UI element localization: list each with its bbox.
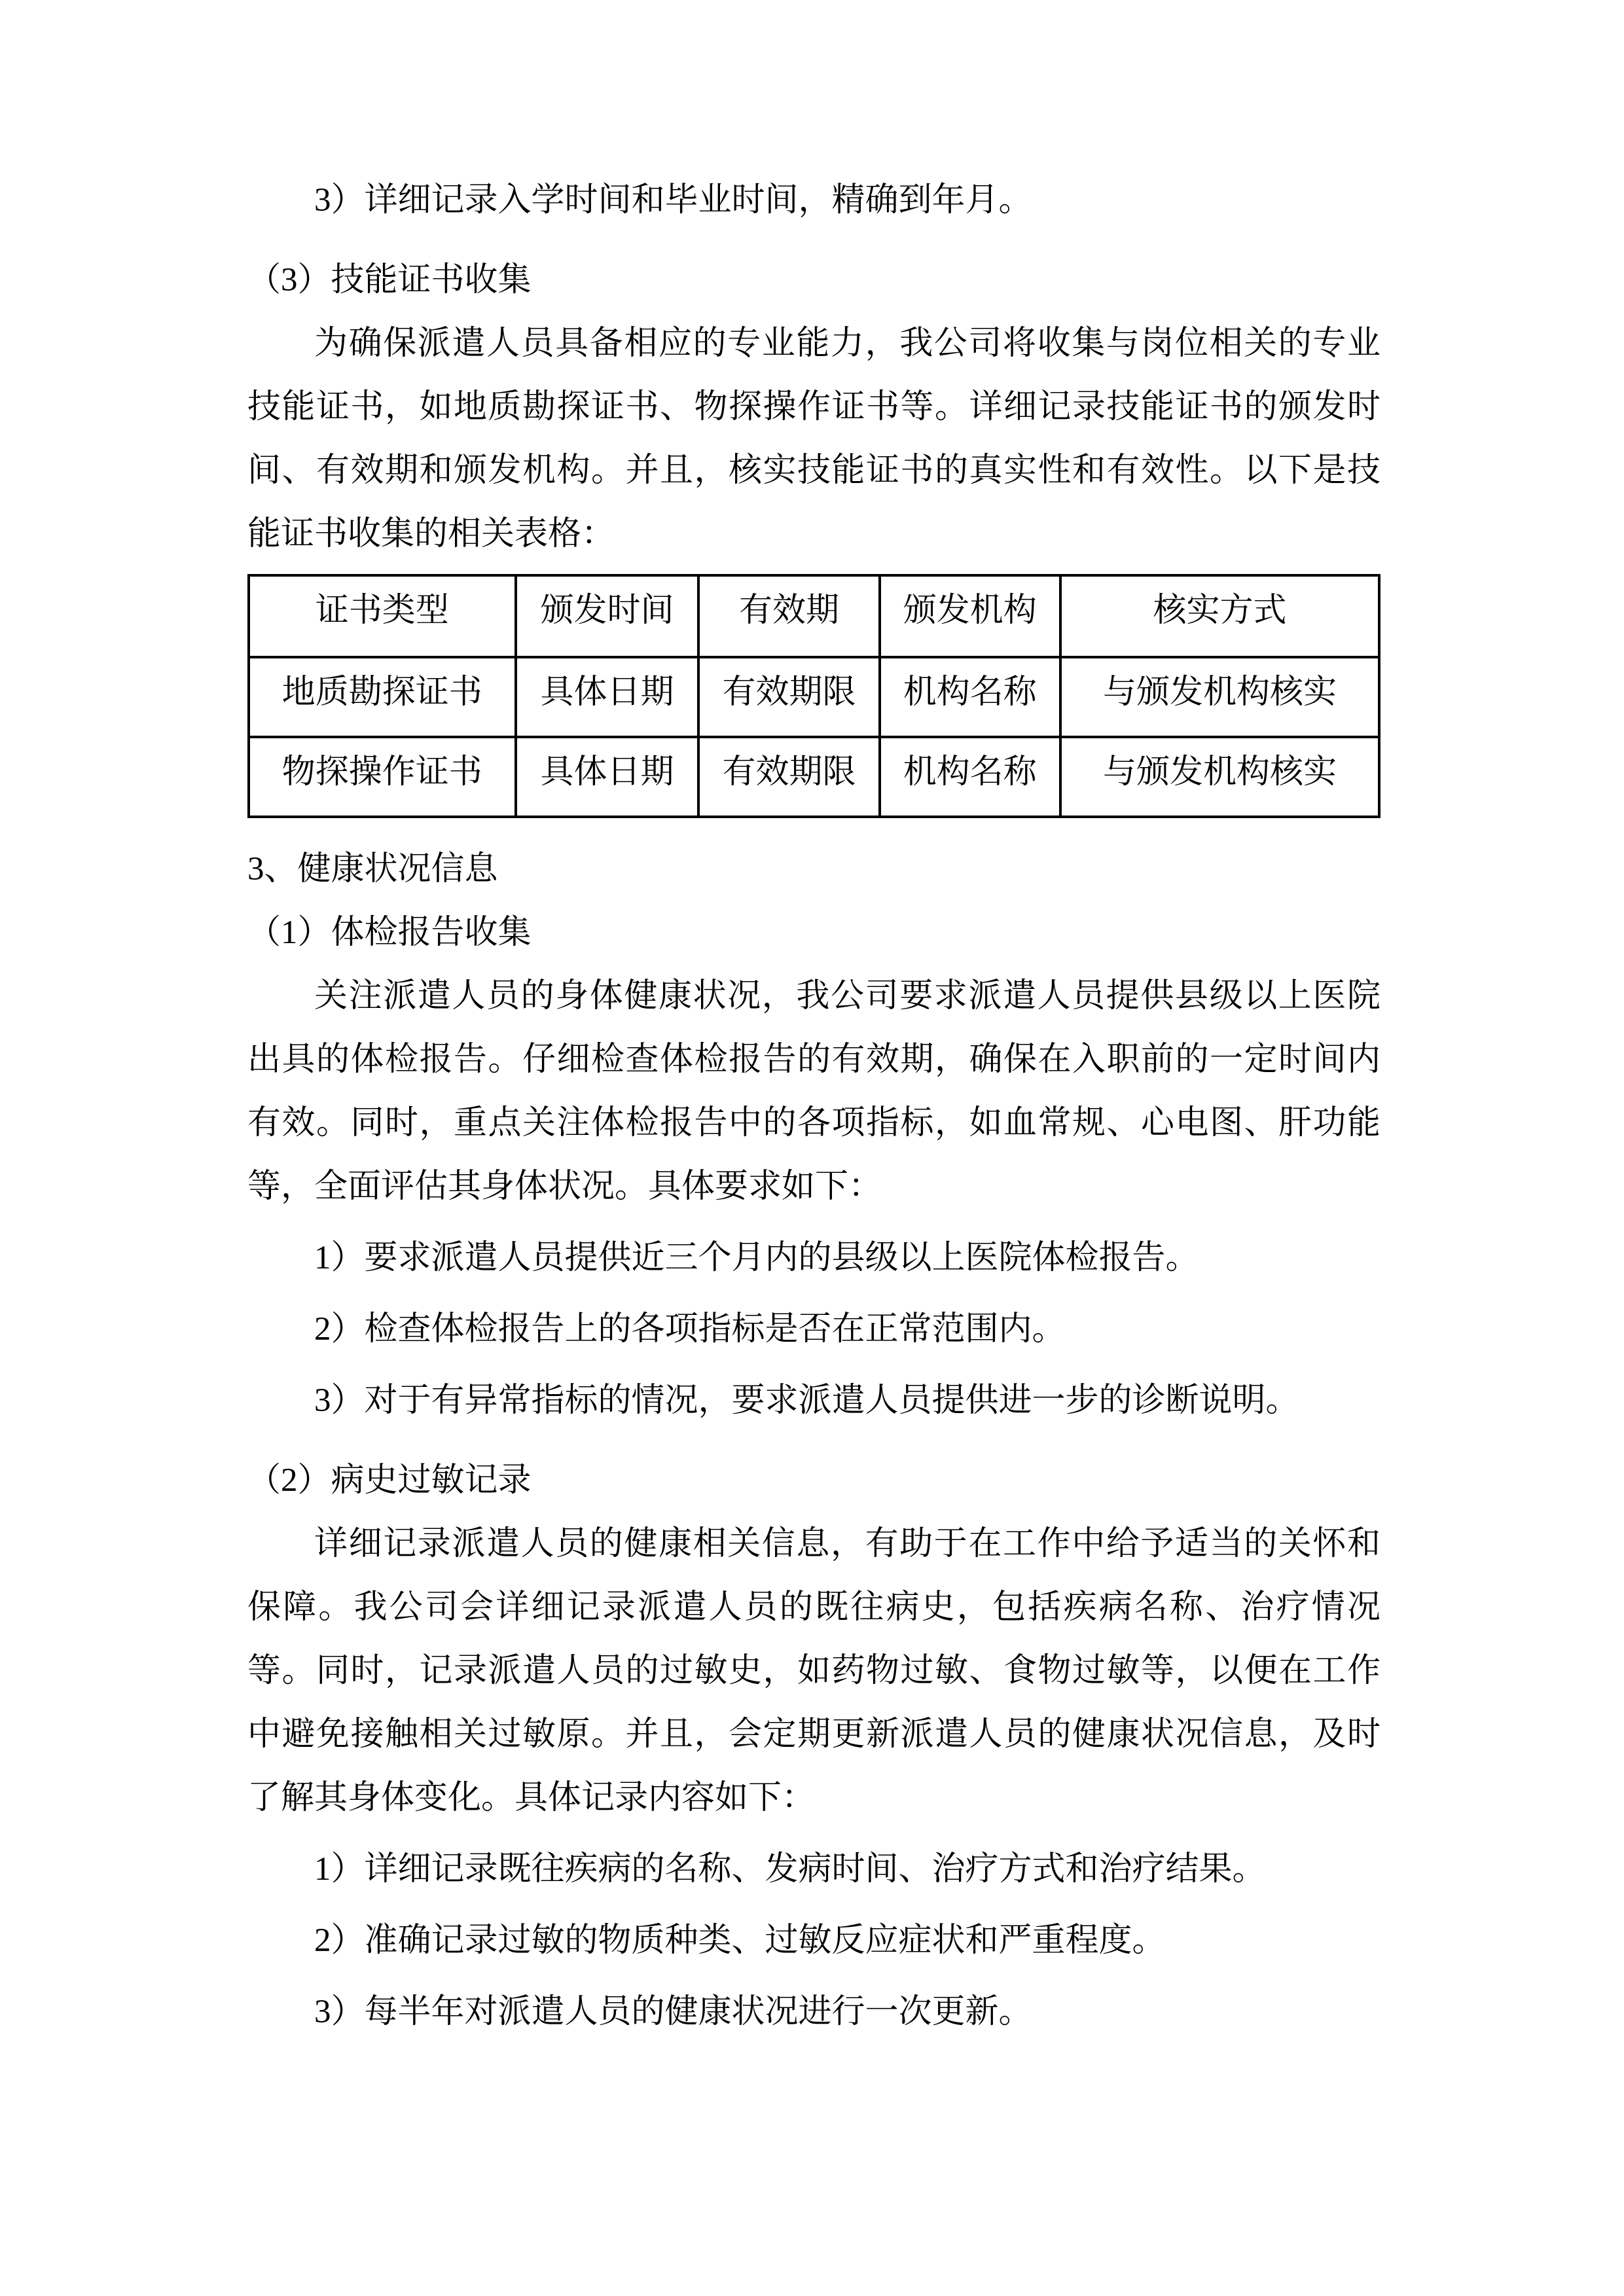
table-row-geology-cert: [249, 657, 1379, 737]
paragraph-physical-exam: 关注派遣人员的身体健康状况，我公司要求派遣人员提供县级以上医院出具的体检报告。仔细检查体检报告的有效期，确保在入职前的一定时间内有效。同时，重点关注体检报告中的各项指标，如血常规、心电图、肝功能等，全面评估其身体状况。具体要求如下：: [247, 978, 1380, 1205]
list-item-medical-2: 2）准确记录过敏的物质种类、过敏反应症状和严重程度。: [314, 1922, 1166, 1959]
heading-physical-exam-collection: （1）体检报告收集: [247, 914, 532, 951]
table-header-issuing-org: 颁发机构: [880, 575, 1060, 657]
list-item-graduation-time: 3）详细记录入学时间和毕业时间，精确到年月。: [314, 182, 1032, 219]
list-item-physical-2: 2）检查体检报告上的各项指标是否在正常范围内。: [314, 1311, 1066, 1348]
table-header-cert-type: 证书类型: [249, 575, 516, 657]
table-cell: 有效期限: [698, 657, 879, 737]
paragraph-skill-certificate: 为确保派遣人员具备相应的专业能力，我公司将收集与岗位相关的专业技能证书，如地质勘探证书、物探操作证书等。详细记录技能证书的颁发时间、有效期和颁发机构。并且，核实技能证书的真实性和有效性。以下是技能证书收集的相关表格：: [247, 325, 1380, 552]
table-cell: 物探操作证书: [249, 737, 516, 817]
table-cell: 机构名称: [880, 737, 1060, 817]
table-cell: 机构名称: [880, 657, 1060, 737]
table-cell: 与颁发机构核实: [1060, 737, 1379, 817]
list-item-medical-1: 1）详细记录既往疾病的名称、发病时间、治疗方式和治疗结果。: [314, 1851, 1266, 1888]
list-item-physical-3: 3）对于有异常指标的情况，要求派遣人员提供进一步的诊断说明。: [314, 1382, 1299, 1419]
table-header-validity: 有效期: [698, 575, 879, 657]
table-cell: 地质勘探证书: [249, 657, 516, 737]
heading-skill-certificate-collection: （3）技能证书收集: [247, 262, 532, 298]
heading-health-status-info: 3、健康状况信息: [247, 851, 498, 888]
table-cell: 具体日期: [516, 657, 699, 737]
table-row-geophysical-cert: [249, 737, 1379, 817]
table-header-row: [249, 575, 1379, 657]
table-cell: 具体日期: [516, 737, 699, 817]
table-header-verify-method: 核实方式: [1060, 575, 1379, 657]
list-item-medical-3: 3）每半年对派遣人员的健康状况进行一次更新。: [314, 1994, 1032, 2030]
table-cell: 有效期限: [698, 737, 879, 817]
heading-medical-allergy-record: （2）病史过敏记录: [247, 1462, 532, 1499]
table-cell: 与颁发机构核实: [1060, 657, 1379, 737]
paragraph-medical-allergy: 详细记录派遣人员的健康相关信息，有助于在工作中给予适当的关怀和保障。我公司会详细记录派遣人员的既往病史，包括疾病名称、治疗情况等。同时，记录派遣人员的过敏史，如药物过敏、食物过敏等，以便在工作中避免接触相关过敏原。并且，会定期更新派遣人员的健康状况信息，及时了解其身体变化。具体记录内容如下：: [247, 1526, 1380, 1816]
table-header-issue-date: 颁发时间: [516, 575, 699, 657]
certificates-table: [247, 574, 1380, 818]
list-item-physical-1: 1）要求派遣人员提供近三个月内的县级以上医院体检报告。: [314, 1240, 1199, 1276]
